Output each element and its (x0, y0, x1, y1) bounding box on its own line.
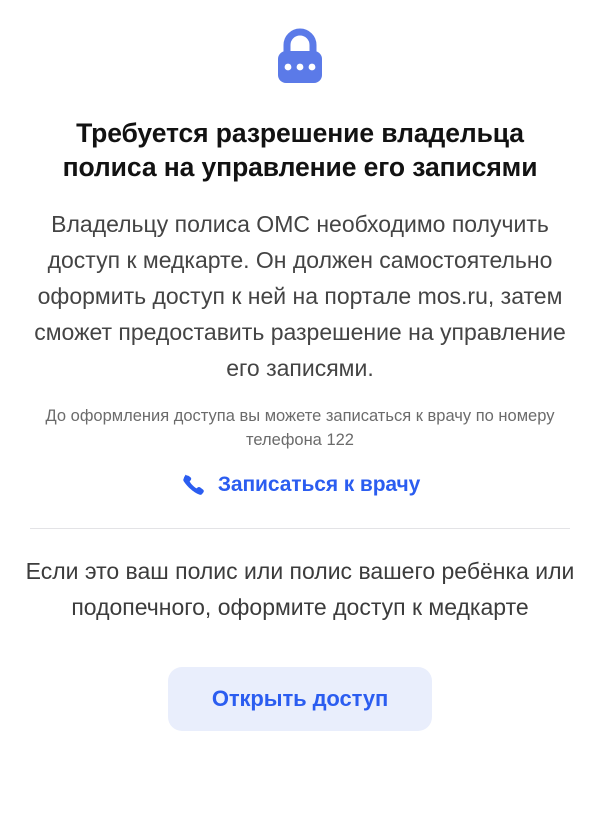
body-text: Владельцу полиса ОМС необходимо получить доступ к медкарте. Он должен самостоятельно оформить доступ к ней на портале mos.ru, затем сможет предоставить разрешение на управление его записями. (34, 211, 566, 381)
page-title: Требуется разрешение владельца полиса на управление его записями (62, 118, 538, 182)
note-text: До оформления доступа вы можете записаться к врачу по номеру телефона 122 (45, 407, 555, 449)
lock-icon (273, 28, 327, 90)
secondary-text: Если это ваш полис или полис вашего ребёнка или подопечного, оформите доступ к медкарте (25, 558, 575, 620)
phone-icon (180, 472, 206, 498)
section-divider (30, 528, 570, 529)
open-access-button[interactable]: Открыть доступ (168, 667, 432, 731)
book-doctor-link[interactable] (180, 472, 420, 498)
book-doctor-link-label: Записаться к врачу (217, 473, 421, 496)
